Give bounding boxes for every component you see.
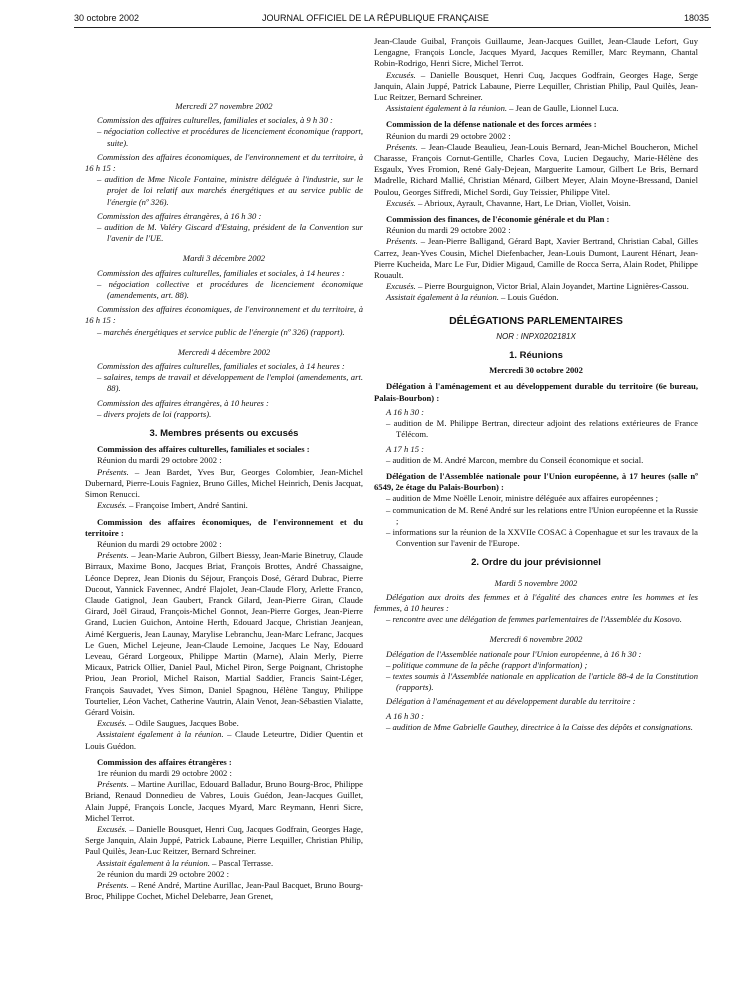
commission-heading: Délégation à l'aménagement et au développement durable du territoire (6e bureau, Palais-Bourbon) : [374,381,698,403]
section-title: DÉLÉGATIONS PARLEMENTAIRES [449,314,623,327]
list-label: Excusés. [386,197,416,208]
list-label: Présents. [97,779,129,790]
list-text: – Françoise Imbert, André Santini. [126,500,248,511]
list-label: Présents. [97,466,129,477]
commission-line: Commission des affaires étrangères, à 10 heures : [97,397,269,408]
right-column [374,36,698,733]
list-label: Assistaient également à la réunion. [386,103,508,114]
agenda-item: – audition de Mme Gabrielle Gauthey, directrice à la Caisse des dépôts et consignations. [386,721,693,732]
section-heading: 3. Membres présents ou excusés [149,428,299,440]
agenda-item: – audition de M. Valéry Giscard d'Estaing, président de la Convention sur l'avenir de l'UE. [97,222,363,244]
list-text: – Jean-Claude Beaulieu, Jean-Louis Bernard, Jean-Michel Boucheron, Michel Charasse, François Cornut-Gentille, Charles Cova, Lucien Degauchy, Marie-Hélène des Esgaulx, Yves Fromion, René Galy-Dejean, Marguerite Lamour, Gilbert Le Bris, Bernard Madrelle, Richard Mallié, Christian Ménard, Gilbert Meyer, Alain Moyne-Bressand, Daniel Poulou, Georges Siffredi, Michel Sordi, Guy Teissier, Philippe Vitel. [374,141,698,197]
member-list [374,70,698,104]
member-list [85,718,363,729]
meeting-line: Réunion du mardi 29 octobre 2002 : [97,455,222,466]
page-header [0,0,751,30]
agenda-item: – informations sur la réunion de la XXVIIe COSAC à Copenhague et sur les travaux de la Convention sur l'avenir de l'Europe. [386,526,698,549]
commission-heading: Commission des finances, de l'économie générale et du Plan : [386,214,610,225]
section-heading: 2. Ordre du jour prévisionnel [471,557,601,569]
left-column [85,92,363,902]
agenda-item: – audition de Mme Noëlle Lenoir, ministre déléguée aux affaires européennes ; [386,493,659,504]
header-date: 30 octobre 2002 [74,13,140,23]
agenda-item: – marchés énergétiques et service public de l'énergie (nº 326) (rapport). [97,326,345,337]
agenda-item: – communication de M. René André sur les relations entre l'Union européenne et la Russie ; [386,504,698,526]
date-heading: Mercredi 30 octobre 2002 [489,365,583,376]
commission-line: Commission des affaires culturelles, familiales et sociales, à 9 h 30 : [97,115,333,126]
commission-line: Commission des affaires étrangères, à 16 h 30 : [97,210,262,221]
member-list [374,142,698,198]
member-list [374,103,698,114]
list-text: – Pascal Terrasse. [209,857,274,868]
list-text: – Louis Guédon. [498,292,559,303]
list-text: – Jean de Gaulle, Lionnel Luca. [507,103,619,114]
list-text: – Jean Bardet, Yves Bur, Georges Colombier, Jean-Michel Dubernard, Pierre-Louis Fagniez, Bruno Gilles, Michel Heinrich, Denis Jacquat, Simon Renucci. [85,466,363,500]
member-list [85,729,363,751]
date-heading: Mardi 3 décembre 2002 [182,253,266,264]
list-text: – Danielle Bousquet, Henri Cuq, Jacques Godfrain, Georges Hage, Serge Janquin, Alain Juppé, Patrick Labaune, Pierre Lequiller, Christian Philip, Paul Quilès, Jean-Luc Reitzer, Bernard Schreiner. [374,69,698,103]
list-text: – Pierre Bourguignon, Victor Brial, Alain Joyandet, Martine Lignières-Cassou. [415,281,689,292]
commission-line: Commission des affaires économiques, de l'environnement et du territoire, à 16 h 15 : [85,304,363,326]
list-text: – Jean-Pierre Balligand, Gérard Bapt, Xavier Bertrand, Christian Cabal, Gilles Carrez, Jean-Yves Cousin, Michel Diefenbacher, Jean-Louis Dumont, Laurent Hénart, Jean-Pierre Kucheida, Marc Le Fur, Didier Migaud, Camille de Rocca Serra, Alain Rodet, Philippe Rouault. [374,236,698,281]
member-list [85,550,363,718]
commission-heading: Commission des affaires culturelles, familiales et sociales : [97,444,310,455]
list-text: – René André, Martine Aurillac, Jean-Paul Bacquet, Bruno Bourg-Broc, Philippe Cochet, Michel Delebarre, Jean Grenet, [85,880,363,902]
agenda-item: – textes soumis à l'Assemblée nationale en application de l'article 88-4 de la Constitution (rapports). [386,670,698,693]
nor-reference: NOR : INPX0202181X [496,331,576,341]
list-label: Excusés. [97,823,127,834]
agenda-item: – politique commune de la pêche (rapport d'information) ; [386,659,588,670]
commission-line: Commission des affaires culturelles, familiales et sociales, à 14 heures : [97,267,345,278]
commission-heading: Délégation de l'Assemblée nationale pour l'Union européenne, à 17 heures (salle nº 6549, 2e étage du Palais-Bourbon) : [374,470,698,493]
agenda-item: – divers projets de loi (rapports). [97,408,212,419]
agenda-item: – négociation collective et procédures de licenciement économique (rapport, suite). [97,126,363,148]
header-journal-title: JOURNAL OFFICIEL DE LA RÉPUBLIQUE FRANÇAISE [262,13,489,23]
agenda-item: – audition de Mme Nicole Fontaine, ministre déléguée à l'industrie, sur le projet de loi relatif aux marchés énergétiques et au service public de l'énergie (nº 326). [97,174,363,207]
member-list [374,198,698,209]
list-text: – Abrioux, Ayrault, Chavanne, Hart, Le Drian, Viollet, Voisin. [415,197,631,208]
list-text: – Martine Aurillac, Edouard Balladur, Bruno Bourg-Broc, Philippe Briand, Renaud Donnedieu de Vabres, Louis Guédon, Jean-Jacques Guillet, Alain Juppé, François Loncle, Jacques Myard, Marc Reymann, Henri Sicre, Michel Terrot. [85,779,363,823]
commission-line: Commission des affaires culturelles, familiales et sociales, à 14 heures : [97,361,345,372]
date-heading: Mardi 5 novembre 2002 [494,577,578,588]
list-label: Excusés. [97,500,127,511]
meeting-line: Réunion du mardi 29 octobre 2002 : [386,130,511,141]
header-rule [74,27,711,28]
section-heading: 1. Réunions [509,350,563,362]
list-label: Excusés. [386,281,416,292]
meeting-line: Réunion du mardi 29 octobre 2002 : [386,225,511,236]
time-line: A 16 h 30 : [386,710,425,721]
date-heading: Mercredi 4 décembre 2002 [177,346,271,357]
list-text: – Danielle Bousquet, Henri Cuq, Jacques Godfrain, Georges Hage, Serge Janquin, Alain Juppé, Patrick Labaune, Pierre Lequiller, Christian Philip, Paul Quilès, Jean-Luc Reitzer, Bernard Schreiner. [85,823,363,857]
member-list [85,824,363,858]
list-label: Assistaient également à la réunion. [97,729,224,740]
commission-heading: Commission de la défense nationale et des forces armées : [386,119,597,130]
member-list [374,236,698,281]
list-text: – Odile Saugues, Jacques Bobe. [126,718,239,729]
agenda-item: – audition de M. André Marcon, membre du Conseil économique et social. [386,454,644,465]
member-list [85,779,363,824]
member-list [85,467,363,501]
list-label: Présents. [386,141,418,152]
member-list [85,858,363,869]
list-label: Présents. [386,236,418,247]
list-label: Assistait également à la réunion. [97,857,210,868]
date-heading: Mercredi 6 novembre 2002 [489,634,583,645]
commission-line: Commission des affaires économiques, de l'environnement et du territoire, à 16 h 15 : [85,151,363,174]
header-page-number: 18035 [683,13,709,23]
date-heading: Mercredi 27 novembre 2002 [175,101,273,111]
member-list [85,880,363,902]
agenda-item: – audition de M. Philippe Bertran, directeur adjoint des relations extérieures de France Télécom. [386,418,698,440]
list-text: – Jean-Marie Aubron, Gilbert Biessy, Jean-Marie Binetruy, Claude Birraux, Maxime Bono, Jacques Briat, François Brottes, André Chassaigne, Léonce Deprez, Jean Dionis du Séjour, François Dosé, Gérard Dubrac, Pierre Ducout, Yannick Favennec, André Flajolet, Jean-Claude Flory, Arlette Franco, Claude Gatignol, Jean Gaubert, Franck Gilard, Jean-Pierre Giran, Claude Girard, Joël Giraud, François-Michel Gonnot, Jean-Pierre Gorges, Jean-Pierre Grand, Lucien Guichon, Antoine Herth, Edouard Jacque, Christian Jeanjean, Aimé Kergueris, Jean Launay, Marylise Lebranchu, Jean-Marc Lefranc, Jacques Le Guen, Michel Lejeune, Jean-Claude Lemoine, Jacques Le Nay, Edouard Leveau, Gérard Lorgeoux, Philippe Martin (Marne), Alain Merly, Pierre Micaux, Patrick Ollier, Daniel Paul, Michel Piron, Serge Poignant, Christophe Priou, Jean Proriol, Michel Raison, Martial Saddier, Francis Saint-Léger, François Sauvadet, Yves Simon, Daniel Spagnou, Hélène Tanguy, Philippe Tourtelier, Léon Vachet, Catherine Vautrin, Alain Venot, Jean-Sébastien Vialatte, Gérard Voisin. [85,550,363,717]
list-label: Présents. [97,880,129,890]
commission-heading: Commission des affaires étrangères : [97,756,232,767]
member-list [374,281,698,292]
commission-line: Délégation de l'Assemblée nationale pour l'Union européenne, à 16 h 30 : [386,648,642,659]
meeting-line: 2e réunion du mardi 29 octobre 2002 : [97,868,229,879]
meeting-line: 1re réunion du mardi 29 octobre 2002 : [97,767,232,778]
list-label: Excusés. [97,718,127,729]
list-label: Présents. [97,550,129,561]
commission-line: Délégation à l'aménagement et au développement durable du territoire : [386,696,636,707]
member-list: Jean-Claude Guibal, François Guillaume, Jean-Jacques Guillet, Jean-Claude Lefort, Guy Lengagne, François Loncle, Jacques Myard, Jacques Remiller, Marc Reymann, Chantal Robin-Rodrigo, Henri Sicre, Michel Terrot. [374,36,698,69]
agenda-item: – négociation collective et procédures de licenciement économique (amendements, art. 88). [97,278,363,301]
time-line: A 17 h 15 : [386,443,425,454]
member-list [374,292,698,303]
agenda-item: – salaires, temps de travail et développement de l'emploi (amendements, art. 88). [97,372,363,394]
member-list [85,500,363,511]
time-line: A 16 h 30 : [386,406,425,417]
list-label: Assistait également à la réunion. [386,292,499,303]
commission-line: Délégation aux droits des femmes et à l'égalité des chances entre les hommes et les femmes, à 10 heures : [374,591,698,613]
list-label: Excusés. [386,69,416,80]
agenda-item: – rencontre avec une délégation de femmes parlementaires de l'Assemblée du Kosovo. [386,614,682,625]
list-text: – Claude Leteurtre, Didier Quentin et Louis Guédon. [85,729,363,751]
meeting-line: Réunion du mardi 29 octobre 2002 : [97,538,222,549]
commission-heading: Commission des affaires économiques, de l'environnement et du territoire : [85,516,363,538]
